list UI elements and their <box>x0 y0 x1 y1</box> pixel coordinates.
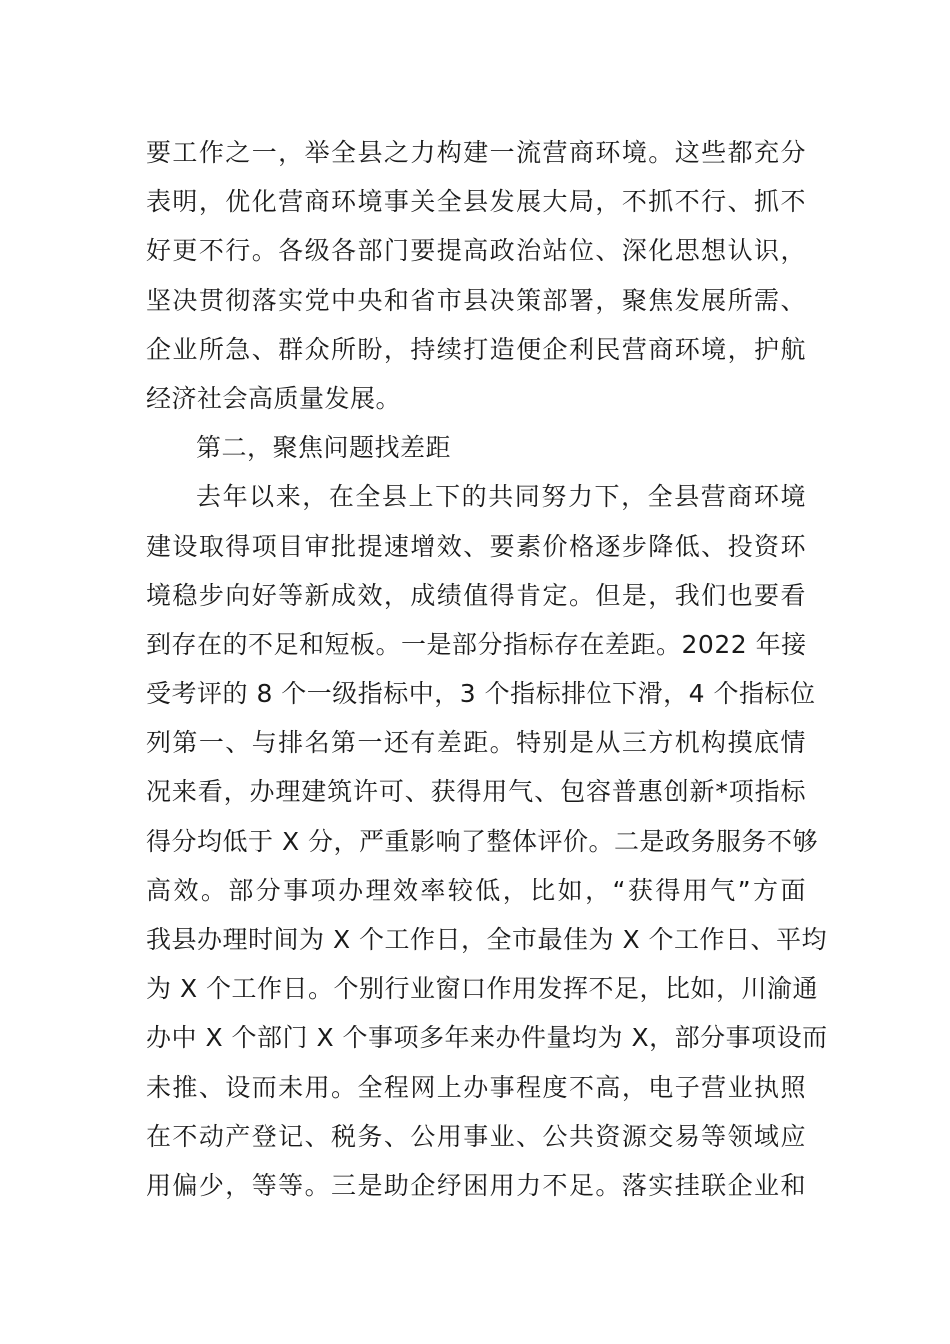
text-line: 未推、设而未用。全程网上办事程度不高，电子营业执照 <box>146 1072 806 1102</box>
text-line: 为 X 个工作日。个别行业窗口作用发挥不足，比如，川渝通 <box>146 974 819 1004</box>
text-line: 受考评的 8 个一级指标中，3 个指标排位下滑，4 个指标位 <box>146 679 816 709</box>
text-line: 好更不行。各级各部门要提高政治站位、深化思想认识， <box>146 236 806 266</box>
text-line: 去年以来，在全县上下的共同努力下，全县营商环境 <box>196 482 806 512</box>
text-line: 列第一、与排名第一还有差距。特别是从三方机构摸底情 <box>146 728 806 758</box>
document-body <box>146 128 828 1210</box>
text-line: 到存在的不足和短板。一是部分指标存在差距。2022 年接 <box>146 629 807 659</box>
text-line: 表明，优化营商环境事关全县发展大局，不抓不行、抓不 <box>146 187 806 217</box>
text-line: 境稳步向好等新成效，成绩值得肯定。但是，我们也要看 <box>146 580 806 610</box>
paragraph-1 <box>146 128 806 423</box>
text-line: 建设取得项目审批提速增效、要素价格逐步降低、投资环 <box>146 531 806 561</box>
text-line: 况来看，办理建筑许可、获得用气、包容普惠创新*项指标 <box>146 777 806 807</box>
text-line: 经济社会高质量发展。 <box>146 383 402 413</box>
text-line: 坚决贯彻落实党中央和省市县决策部署，聚焦发展所需、 <box>146 285 806 315</box>
text-line: 在不动产登记、税务、公用事业、公共资源交易等领域应 <box>146 1121 806 1151</box>
section-heading: 第二，聚焦问题找差距 <box>196 433 452 463</box>
text-line: 用偏少，等等。三是助企纾困用力不足。落实挂联企业和 <box>146 1170 806 1200</box>
paragraph-2 <box>146 472 828 1210</box>
text-line: 我县办理时间为 X 个工作日，全市最佳为 X 个工作日、平均 <box>146 925 828 954</box>
text-line: 办中 X 个部门 X 个事项多年来办件量均为 X，部分事项设而 <box>146 1023 828 1053</box>
text-line: 企业所急、群众所盼，持续打造便企利民营商环境，护航 <box>146 334 806 364</box>
text-line: 得分均低于 X 分，严重影响了整体评价。二是政务服务不够 <box>146 826 819 856</box>
text-line: 要工作之一，举全县之力构建一流营商环境。这些都充分 <box>146 138 806 167</box>
text-line: 高效。部分事项办理效率较低，比如，“获得用气”方面 <box>146 875 806 905</box>
